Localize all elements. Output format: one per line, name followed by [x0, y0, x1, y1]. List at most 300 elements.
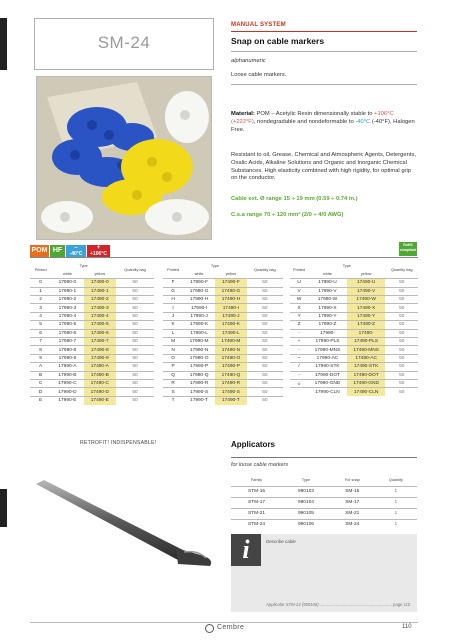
table-cell: 17490-M — [215, 338, 247, 346]
table-cell: 17990-R — [189, 381, 209, 387]
table-row — [30, 296, 154, 304]
table-cell: SM-17 — [345, 500, 360, 505]
material-text-b: , nondegradable and nondeformable to — [253, 118, 356, 125]
table-row — [163, 329, 283, 337]
table-cell: 50 — [399, 372, 405, 378]
table-cell: 17990-9 — [58, 355, 77, 361]
table-cell: 17490-J — [215, 312, 247, 320]
table-cell: 50 — [132, 389, 138, 395]
table-cell: 50 — [132, 330, 138, 336]
table-cell: 17990-Z — [318, 322, 337, 328]
col-white: white — [323, 272, 332, 277]
table-cell: 17490-8 — [84, 346, 116, 354]
table-cell: 50 — [262, 372, 268, 378]
col-yellow: yellow — [225, 272, 237, 277]
hot-temp-badge — [87, 245, 110, 257]
table-cell: 2 — [39, 297, 42, 303]
col-qty: Quantity bag — [254, 268, 276, 273]
marker-table-1 — [30, 262, 154, 405]
table-cell: 17990-K — [190, 322, 209, 328]
table-cell: 17990-D — [58, 389, 77, 395]
table-cell: 1 — [394, 511, 398, 516]
table-cell: 17490-3 — [84, 304, 116, 312]
table-cell: X — [297, 305, 301, 311]
table-row — [290, 363, 418, 371]
table-row — [163, 363, 283, 371]
table-cell: 17490-G — [215, 287, 247, 295]
table-cell: 17990-3 — [58, 305, 77, 311]
table-cell: 50 — [132, 339, 138, 345]
table-cell: 17490-X — [347, 304, 386, 312]
info-footer: Applicator STM-24 (990106) .............................................................. page 110 — [266, 602, 411, 607]
body-divider — [231, 84, 417, 85]
table-cell: 17990-CLN — [315, 389, 340, 395]
table-cell: 50 — [399, 347, 405, 353]
page-title: SM-24 — [97, 33, 151, 52]
col-printed: Printed — [167, 268, 180, 273]
table-cell: 17990-X — [318, 305, 337, 311]
table-cell: 17490-T — [215, 396, 247, 404]
table-cell: 17490-0 — [84, 279, 116, 287]
col-printed: Printed — [34, 268, 47, 273]
table-cell: Y — [297, 314, 301, 320]
table-cell: 1 — [394, 500, 398, 505]
table-cell: 17990-MNS — [314, 347, 341, 353]
page-number: 110 — [402, 624, 412, 630]
table-cell: STM-24 — [247, 522, 266, 528]
table-cell: T — [171, 398, 175, 404]
table-cell: 17990-I — [190, 305, 208, 311]
table-cell: E — [38, 398, 43, 404]
table-cell: 17490-CLN — [347, 388, 386, 396]
table-cell: 17990-G — [189, 288, 209, 294]
table-row — [290, 379, 418, 387]
table-cell: 17990-N — [189, 347, 209, 353]
table-cell: 17990-L — [190, 330, 208, 336]
table-row — [163, 287, 283, 295]
table-cell: 50 — [399, 297, 405, 303]
minus-icon: – — [74, 245, 78, 251]
table-cell: V — [297, 288, 301, 294]
col-type: Type — [79, 264, 88, 269]
table-cell: F — [171, 280, 175, 286]
table-cell: 50 — [399, 322, 405, 328]
table-cell: 50 — [262, 347, 268, 353]
side-tab-marker-lower — [0, 489, 7, 527]
table-cell: K — [171, 322, 175, 328]
table-cell: 17990-J — [190, 314, 208, 320]
table-cell: SM-24 — [345, 522, 360, 528]
table-row — [163, 312, 283, 320]
table-cell: 17490-1 — [84, 287, 116, 295]
col-family: Family — [250, 478, 263, 483]
table-row — [290, 338, 418, 346]
table-cell: 17990-Y — [318, 314, 337, 320]
material-temp-hi: +106°C (+222°F) — [231, 111, 394, 125]
table-cell: 17990-4 — [58, 314, 77, 320]
table-cell: P — [171, 364, 175, 370]
table-cell: 17490-S — [215, 388, 247, 396]
table-cell: 50 — [399, 305, 405, 311]
table-cell: 9 — [39, 355, 42, 361]
footer-divider — [30, 622, 418, 623]
table-cell: - — [298, 330, 300, 336]
table-row — [30, 312, 154, 320]
table-cell: 50 — [262, 280, 268, 286]
table-cell: 50 — [132, 347, 138, 353]
table-cell: S — [171, 389, 175, 395]
table-cell: 17990-DOT — [314, 372, 341, 378]
info-icon: i — [231, 534, 261, 566]
table-cell: 17490-PLS — [347, 338, 386, 346]
table-cell: 50 — [399, 339, 405, 345]
table-cell: J — [171, 314, 175, 320]
table-row — [30, 287, 154, 295]
pom-badge: POM — [30, 245, 49, 257]
marker-table-3 — [290, 262, 418, 396]
table-cell: 17990-8 — [58, 347, 77, 353]
table-row — [30, 363, 154, 371]
table-cell: A — [38, 364, 43, 370]
table-cell: 17990-GND — [314, 381, 341, 387]
info-text: Describe cable — [266, 539, 296, 544]
table-cell: 17490-A — [84, 363, 116, 371]
table-cell: 0 — [39, 280, 42, 286]
table-cell: 50 — [399, 280, 405, 286]
table-cell: 17990-E — [58, 398, 77, 404]
table-cell: 17490-4 — [84, 312, 116, 320]
table-cell: 17490-AC — [347, 354, 386, 362]
side-tab-marker — [0, 18, 7, 70]
col-type: Type — [210, 264, 220, 269]
table-cell: STM-21 — [247, 511, 266, 516]
table-row — [30, 346, 154, 354]
table-row — [30, 371, 154, 379]
table-cell: 50 — [399, 330, 405, 336]
table-row — [30, 321, 154, 329]
table-cell: 17490-U — [347, 279, 386, 287]
table-cell: 17990-STK — [315, 364, 340, 370]
col-quantity: Quantity — [388, 478, 403, 483]
table-cell: 17490-V — [347, 287, 386, 295]
table-cell: 50 — [262, 322, 268, 328]
table-cell: I — [172, 305, 174, 311]
table-cell: 17490-R — [215, 379, 247, 387]
col-qty: Quantity bag — [390, 268, 413, 273]
table-cell: 17490-W — [347, 296, 386, 304]
table-cell: 17990-W — [317, 297, 338, 303]
table-cell: 50 — [262, 305, 268, 311]
table-cell: L — [171, 330, 175, 336]
table-row — [163, 396, 283, 404]
table-row — [163, 371, 283, 379]
table-cell: 17490-C — [84, 379, 116, 387]
table-row — [290, 346, 418, 354]
badge-divider — [30, 257, 418, 258]
col-yellow: yellow — [360, 272, 372, 277]
table-cell: 17490-STK — [347, 363, 386, 371]
table-cell: SM-15 — [345, 489, 360, 494]
table-row — [290, 388, 418, 396]
table-cell: M — [171, 339, 176, 345]
table-cell: 17490-E — [84, 396, 116, 404]
table-row — [163, 379, 283, 387]
table-cell: W — [296, 297, 302, 303]
table-cell: 17990-1 — [58, 288, 77, 294]
material-paragraph — [231, 111, 417, 134]
col-type: Type — [342, 264, 351, 269]
table-cell: 1 — [39, 288, 42, 294]
table-cell: 50 — [399, 288, 405, 294]
table-cell: D — [38, 389, 43, 395]
table-cell: 50 — [132, 355, 138, 361]
applicator-tool-image — [28, 472, 218, 582]
table-cell: 17990-B — [58, 372, 77, 378]
applicators-subtitle: for loose cable markers — [231, 462, 289, 468]
marker-table-2 — [163, 262, 283, 405]
material-temp-lo: -40°C — [355, 118, 371, 125]
table-row — [163, 296, 283, 304]
table-row — [30, 338, 154, 346]
table-row — [231, 497, 417, 508]
table-cell — [290, 388, 308, 396]
col-printed: Printed — [293, 268, 306, 273]
table-row — [290, 279, 418, 287]
subtitle: alphanumeric — [231, 58, 266, 64]
table-row — [231, 486, 417, 497]
table-cell: 50 — [132, 398, 138, 404]
table-cell: 50 — [132, 372, 138, 378]
table-cell: 17490-P — [215, 363, 247, 371]
table-cell: 17490-Y — [347, 312, 386, 320]
footer-logo: Cembre — [217, 624, 245, 631]
table-row — [290, 287, 418, 295]
table-cell: 17990-PLS — [315, 339, 340, 345]
table-cell: 990105 — [297, 511, 314, 516]
table-row — [30, 388, 154, 396]
table-cell: 17990-P — [190, 364, 209, 370]
table-cell: 17490-I — [215, 304, 247, 312]
table-row — [163, 304, 283, 312]
table-cell: 5 — [39, 322, 42, 328]
table-cell: 17490-9 — [84, 354, 116, 362]
hot-temp-label: +106°C — [90, 251, 107, 257]
table-cell: 17990-T — [190, 398, 209, 404]
table-cell: 17990-A — [58, 364, 77, 370]
resistance-paragraph: Resistant to oil, Grease, Chemical and Atmospheric Agents, Detergents, Oxalic Acids, Alkaline Solutions and Organic and Inorganic Chemical Substances. High elasticity combined with high rigidity, for optimal grip on the conductor. — [231, 152, 416, 182]
table-cell: 17490-H — [215, 296, 247, 304]
col-qty: Quantity bag — [124, 268, 146, 273]
table-cell: 17490-O — [215, 354, 247, 362]
table-cell: 17990-2 — [58, 297, 77, 303]
table-cell: 17990-H — [189, 297, 209, 303]
table-cell: 50 — [262, 381, 268, 387]
table-cell: N — [171, 347, 175, 353]
table-cell: 990106 — [297, 522, 314, 528]
table-cell: STM-17 — [247, 500, 266, 505]
applicators-table — [231, 475, 417, 530]
table-row — [30, 396, 154, 404]
table-cell: 50 — [262, 355, 268, 361]
table-cell: O — [171, 355, 175, 361]
system-divider — [231, 31, 417, 32]
table-cell: B — [38, 372, 43, 378]
table-cell: 17990-6 — [58, 330, 77, 336]
halogen-free-badge: HF — [50, 245, 65, 257]
table-cell: G — [171, 288, 175, 294]
table-cell: 50 — [262, 314, 268, 320]
table-cell: 17490-Q — [215, 371, 247, 379]
title-box — [34, 18, 214, 70]
table-cell: 8 — [39, 347, 42, 353]
col-yellow: yellow — [94, 272, 106, 277]
table-cell: - — [298, 372, 300, 378]
table-cell: 17990-C — [58, 381, 77, 387]
table-cell: 50 — [262, 389, 268, 395]
table-cell: 17490-N — [215, 346, 247, 354]
table-cell: 17990-V — [318, 288, 337, 294]
table-cell: H — [171, 297, 175, 303]
table-cell: 17990- — [320, 330, 335, 336]
table-cell: 50 — [132, 381, 138, 387]
table-cell: 17990-AC — [316, 355, 339, 361]
table-cell: 50 — [262, 398, 268, 404]
table-cell: 17490-Z — [347, 321, 386, 329]
table-cell: 50 — [132, 305, 138, 311]
table-cell: 50 — [262, 330, 268, 336]
col-type: Type — [301, 478, 311, 483]
table-cell: 990104 — [297, 500, 314, 505]
table-cell: C — [38, 381, 43, 387]
material-text-a: POM – Acetylic Resin dimensionally stable to — [254, 111, 375, 117]
table-row — [290, 371, 418, 379]
system-label: MANUAL SYSTEM — [231, 22, 286, 28]
table-cell: 17990-S — [190, 389, 209, 395]
table-cell: 17490-D — [84, 388, 116, 396]
table-cell: 1 — [394, 489, 398, 494]
table-cell: 50 — [262, 297, 268, 303]
table-cell: 17990-M — [189, 339, 209, 345]
table-cell: ~ — [297, 355, 301, 361]
table-cell: 17490- — [347, 329, 386, 337]
cold-temp-label: -40°C — [69, 251, 83, 257]
rohs-badge: RoHS compliant — [399, 242, 417, 256]
table-row — [30, 329, 154, 337]
table-cell: 4 — [39, 314, 42, 320]
table-cell: ⏚ — [296, 382, 302, 388]
table-cell: 17490-7 — [84, 338, 116, 346]
csa-range: C.s.a range 70 ÷ 120 mm² (2/0 ÷ 4/0 AWG) — [231, 212, 344, 218]
cold-temp-badge — [66, 245, 86, 257]
table-row — [30, 304, 154, 312]
table-cell: 3 — [39, 305, 42, 311]
table-cell: 17490-2 — [84, 296, 116, 304]
table-cell: 50 — [399, 381, 405, 387]
table-row — [30, 354, 154, 362]
table-cell: 50 — [399, 389, 405, 395]
table-cell: 50 — [132, 288, 138, 294]
table-cell: 50 — [399, 355, 405, 361]
col-white: white — [194, 272, 204, 277]
table-cell: 17990-U — [318, 280, 337, 286]
table-cell: 50 — [132, 314, 138, 320]
col-for-snap: For snap — [344, 478, 360, 483]
table-cell: R — [171, 381, 175, 387]
table-cell: + — [297, 339, 301, 345]
table-row — [30, 279, 154, 287]
table-cell: 17490-L — [215, 329, 247, 337]
table-row — [163, 388, 283, 396]
table-cell: 17990-7 — [58, 339, 77, 345]
table-cell: 17490-6 — [84, 329, 116, 337]
table-row — [231, 508, 417, 519]
table-cell: 50 — [132, 297, 138, 303]
table-cell: / — [298, 364, 300, 370]
table-cell: 17990-5 — [58, 322, 77, 328]
table-cell: 17490-F — [215, 279, 247, 287]
table-cell: 17490-B — [84, 371, 116, 379]
table-cell: Q — [171, 372, 175, 378]
table-cell: 17490-DOT — [347, 371, 386, 379]
table-cell: 50 — [132, 280, 138, 286]
table-cell: SM-21 — [345, 511, 360, 516]
material-label: Material: — [231, 111, 255, 117]
table-row — [290, 321, 418, 329]
table-cell: 17490-MNS — [347, 346, 386, 354]
product-photo — [36, 76, 212, 240]
table-row — [290, 329, 418, 337]
table-cell: 50 — [262, 339, 268, 345]
table-cell: 6 — [39, 330, 42, 336]
applicators-divider — [231, 457, 417, 458]
section-heading: Snap on cable markers — [231, 36, 325, 46]
table-cell: Z — [297, 322, 301, 328]
table-cell: - — [298, 347, 300, 353]
table-cell: 17490-K — [215, 321, 247, 329]
table-cell: 17490-5 — [84, 321, 116, 329]
table-cell: 990103 — [297, 489, 314, 494]
table-cell: 50 — [262, 364, 268, 370]
table-cell: 17990-Q — [189, 372, 209, 378]
table-row — [163, 346, 283, 354]
cable-range: Cable ext. Ø range 15 ÷ 19 mm (0.59 ÷ 0.74 in.) — [231, 196, 358, 202]
table-row — [290, 312, 418, 320]
table-cell: 50 — [399, 364, 405, 370]
table-cell: 17990-O — [189, 355, 209, 361]
plus-icon: + — [96, 245, 101, 251]
table-cell: U — [297, 280, 301, 286]
table-row — [290, 296, 418, 304]
applicators-title: Applicators — [231, 440, 276, 449]
cembre-logo-icon — [205, 624, 214, 633]
col-white: white — [62, 272, 72, 277]
table-row — [30, 379, 154, 387]
table-cell: STM-15 — [247, 489, 266, 494]
table-cell: 50 — [399, 314, 405, 320]
table-cell: 7 — [39, 339, 42, 345]
heading-divider — [231, 51, 417, 52]
table-cell: 17990-0 — [58, 280, 77, 286]
table-row — [163, 338, 283, 346]
table-row — [231, 519, 417, 530]
table-row — [163, 279, 283, 287]
table-cell: 1 — [394, 522, 398, 528]
table-row — [290, 304, 418, 312]
table-row — [163, 354, 283, 362]
material-text-c: (-40°F), Halogen Free. — [231, 118, 415, 133]
table-row — [163, 321, 283, 329]
table-cell: 50 — [132, 364, 138, 370]
